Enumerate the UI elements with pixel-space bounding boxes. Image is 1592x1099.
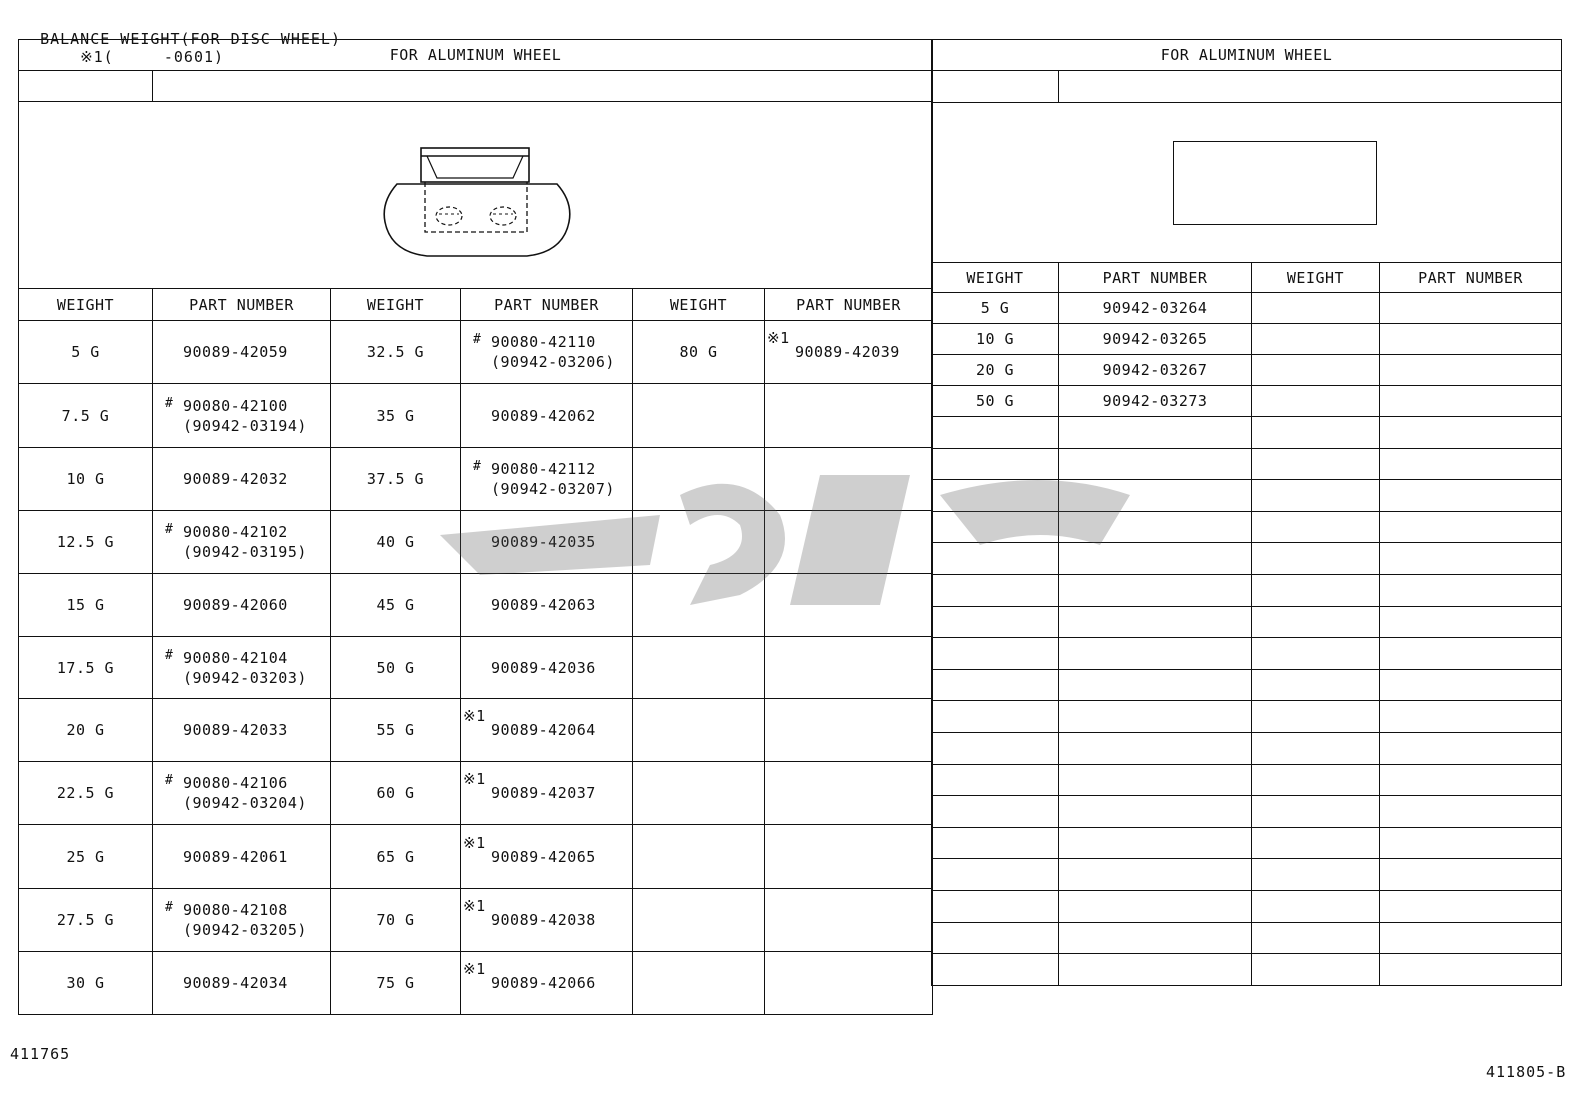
part-number-cell: [153, 637, 331, 699]
part-number: 90089-42063: [491, 596, 596, 614]
table-row: [19, 637, 933, 699]
empty-cell: [1252, 606, 1380, 638]
part-number-cell: [153, 384, 331, 448]
weight-cell: 80 G: [633, 321, 765, 384]
note-mark: ※1: [463, 897, 486, 915]
part-number-cell: [1059, 859, 1252, 891]
weight-cell: 75 G: [331, 952, 461, 1015]
table-row: [932, 606, 1562, 638]
part-number-cell: [1059, 796, 1252, 828]
weight-cell: [932, 732, 1059, 764]
table-row: [932, 386, 1562, 417]
empty-cell: [1252, 574, 1380, 606]
table-row: [19, 699, 933, 762]
right-illustration-cell: [932, 103, 1562, 263]
weight-cell: 5 G: [19, 321, 153, 384]
part-number-cell: [1059, 732, 1252, 764]
empty-cell: [1380, 859, 1562, 891]
part-number-cell: [461, 321, 633, 384]
part-number-cell: [1059, 543, 1252, 575]
empty-cell: [1380, 355, 1562, 386]
part-number: 90089-42039: [795, 343, 900, 361]
part-number: 90089-42035: [491, 533, 596, 551]
weight-cell: 20 G: [19, 699, 153, 762]
hash-mark: #: [165, 395, 174, 411]
table-row: [932, 417, 1562, 449]
table-row: [932, 355, 1562, 386]
part-number-cell: [1059, 574, 1252, 606]
weight-cell: [932, 796, 1059, 828]
part-number-cell: [461, 762, 633, 825]
part-number-cell: [765, 384, 933, 448]
note-mark: ※1: [463, 770, 486, 788]
note-mark: ※1: [767, 329, 790, 347]
part-number: 90089-42061: [183, 847, 288, 866]
part-number: 90080-42110: [491, 333, 596, 351]
table-row: [19, 384, 933, 448]
part-number-cell: [765, 574, 933, 637]
right-section-title: FOR ALUMINUM WHEEL: [932, 40, 1562, 71]
weight-cell: 55 G: [331, 699, 461, 762]
weight-cell: [633, 952, 765, 1015]
left-blank-wide-cell: [153, 71, 933, 102]
empty-cell: [1252, 448, 1380, 480]
alt-part-number: (90942-03203): [183, 668, 307, 687]
part-number-cell: [153, 511, 331, 574]
footer-right-code: 411805-B: [1486, 1063, 1567, 1081]
empty-cell: [1380, 701, 1562, 733]
part-number-cell: [765, 825, 933, 889]
empty-cell: [1380, 511, 1562, 543]
footer-left-code: 411765: [10, 1045, 71, 1063]
col-header-part-2: PART NUMBER: [461, 289, 633, 321]
note-mark: ※1: [463, 833, 486, 852]
left-blank-cell: [19, 71, 153, 102]
empty-cell: [1380, 574, 1562, 606]
table-row: [19, 825, 933, 889]
weight-cell: [633, 637, 765, 699]
part-number: 90089-42034: [183, 974, 288, 992]
part-number: 90089-42066: [491, 974, 596, 992]
table-row: [932, 293, 1562, 324]
part-number-cell: [1059, 511, 1252, 543]
weight-cell: 15 G: [19, 574, 153, 637]
part-number-cell: [765, 637, 933, 699]
part-number-cell: [1059, 417, 1252, 449]
table-row: [932, 859, 1562, 891]
hash-mark: #: [165, 522, 174, 537]
part-number-cell: [1059, 922, 1252, 954]
table-row: [19, 952, 933, 1015]
weight-cell: [932, 606, 1059, 638]
weight-cell: [932, 574, 1059, 606]
part-number: 90089-42059: [183, 343, 288, 361]
weight-cell: [932, 954, 1059, 986]
part-number-cell: [765, 699, 933, 762]
hash-mark: #: [473, 332, 482, 347]
title-note: ※1( -0601): [80, 48, 225, 66]
weight-cell: [932, 827, 1059, 859]
table-row: [932, 511, 1562, 543]
weight-cell: [633, 699, 765, 762]
weight-cell: [633, 889, 765, 952]
empty-cell: [1252, 827, 1380, 859]
empty-illustration-box: [1173, 141, 1377, 225]
empty-cell: [1252, 954, 1380, 986]
empty-cell: [1252, 796, 1380, 828]
note-mark: ※1: [463, 707, 486, 725]
hash-mark: #: [165, 647, 174, 663]
part-number-cell: [461, 574, 633, 637]
hash-mark: #: [165, 773, 174, 788]
part-number: 90080-42102: [183, 523, 288, 541]
col-header-weight-1: WEIGHT: [19, 289, 153, 321]
weight-cell: 65 G: [331, 825, 461, 889]
weight-cell: 60 G: [331, 762, 461, 825]
empty-cell: [1380, 638, 1562, 670]
weight-cell: 37.5 G: [331, 448, 461, 511]
alt-part-number: (90942-03206): [491, 353, 615, 371]
weight-cell: [633, 825, 765, 889]
weight-cell: 10 G: [19, 448, 153, 511]
part-number-cell: [765, 321, 933, 384]
empty-cell: [1252, 638, 1380, 670]
table-row: [932, 954, 1562, 986]
part-number-cell: [461, 511, 633, 574]
left-section-title: FOR ALUMINUM WHEEL: [19, 40, 933, 71]
empty-cell: [1252, 732, 1380, 764]
weight-cell: [932, 890, 1059, 922]
table-row: [932, 480, 1562, 512]
table-row: [932, 574, 1562, 606]
table-row: [19, 448, 933, 511]
part-number-cell: [1059, 764, 1252, 796]
part-number: 90080-42112: [491, 460, 596, 478]
part-number-cell: [1059, 448, 1252, 480]
table-row: [932, 543, 1562, 575]
alt-part-number: (90942-03194): [183, 416, 307, 435]
table-row: [932, 922, 1562, 954]
right-col-header-part-2: PART NUMBER: [1380, 263, 1562, 293]
table-row: [932, 764, 1562, 796]
part-number-cell: [765, 889, 933, 952]
note-mark: ※1: [463, 960, 486, 978]
empty-cell: [1380, 293, 1562, 324]
part-number-cell: [765, 448, 933, 511]
empty-cell: [1252, 543, 1380, 575]
right-col-header-weight-2: WEIGHT: [1252, 263, 1380, 293]
part-number-cell: [461, 448, 633, 511]
part-number-cell: [153, 889, 331, 952]
col-header-part-3: PART NUMBER: [765, 289, 933, 321]
part-number-cell: [1059, 827, 1252, 859]
table-row: [19, 511, 933, 574]
weight-cell: 7.5 G: [19, 384, 153, 448]
part-number-cell: 90942-03265: [1059, 324, 1252, 355]
empty-cell: [1252, 386, 1380, 417]
table-row: [932, 890, 1562, 922]
empty-cell: [1252, 922, 1380, 954]
weight-cell: 50 G: [932, 386, 1059, 417]
part-number: 90080-42106: [183, 774, 288, 792]
weight-cell: 35 G: [331, 384, 461, 448]
right-parts-table: [931, 39, 1562, 986]
part-number-cell: 90942-03267: [1059, 355, 1252, 386]
right-blank-wide-cell: [1059, 71, 1562, 103]
right-col-header-weight-1: WEIGHT: [932, 263, 1059, 293]
empty-cell: [1380, 827, 1562, 859]
part-number: 90080-42104: [183, 648, 288, 667]
weight-cell: 32.5 G: [331, 321, 461, 384]
table-row: [932, 324, 1562, 355]
empty-cell: [1380, 543, 1562, 575]
empty-cell: [1380, 417, 1562, 449]
empty-cell: [1380, 386, 1562, 417]
part-number-cell: [153, 762, 331, 825]
part-number-cell: [1059, 480, 1252, 512]
weight-cell: [932, 764, 1059, 796]
part-number-cell: [461, 889, 633, 952]
part-number-cell: [153, 952, 331, 1015]
table-row: [19, 574, 933, 637]
weight-cell: 50 G: [331, 637, 461, 699]
empty-cell: [1380, 606, 1562, 638]
empty-cell: [1252, 890, 1380, 922]
weight-cell: [932, 511, 1059, 543]
empty-cell: [1380, 480, 1562, 512]
weight-cell: 30 G: [19, 952, 153, 1015]
part-number: 90080-42108: [183, 901, 288, 919]
part-number-cell: [153, 321, 331, 384]
part-number-cell: [765, 952, 933, 1015]
weight-cell: 70 G: [331, 889, 461, 952]
part-number-cell: [461, 825, 633, 889]
title-text: BALANCE WEIGHT(FOR DISC WHEEL): [40, 30, 341, 48]
part-number-cell: [461, 699, 633, 762]
part-number: 90089-42062: [491, 406, 596, 425]
empty-cell: [1380, 890, 1562, 922]
part-number-cell: [1059, 669, 1252, 701]
empty-cell: [1380, 764, 1562, 796]
part-number-cell: [1059, 890, 1252, 922]
weight-cell: [633, 384, 765, 448]
part-number: 90089-42038: [491, 911, 596, 929]
table-row: [932, 701, 1562, 733]
part-number: 90089-42032: [183, 470, 288, 488]
weight-cell: [932, 701, 1059, 733]
weight-cell: [932, 417, 1059, 449]
part-number: 90089-42065: [491, 847, 596, 866]
weight-cell: 22.5 G: [19, 762, 153, 825]
table-row: [932, 796, 1562, 828]
weight-cell: 40 G: [331, 511, 461, 574]
weight-cell: 17.5 G: [19, 637, 153, 699]
left-parts-table: [18, 39, 933, 1015]
table-row: [19, 889, 933, 952]
col-header-part-1: PART NUMBER: [153, 289, 331, 321]
weight-cell: 5 G: [932, 293, 1059, 324]
empty-cell: [1252, 324, 1380, 355]
weight-cell: [932, 543, 1059, 575]
part-number-cell: [1059, 606, 1252, 638]
empty-cell: [1252, 764, 1380, 796]
alt-part-number: (90942-03207): [491, 480, 615, 498]
part-number-cell: [765, 762, 933, 825]
weight-cell: 10 G: [932, 324, 1059, 355]
part-number-cell: 90942-03273: [1059, 386, 1252, 417]
part-number-cell: [1059, 701, 1252, 733]
table-row: [932, 732, 1562, 764]
empty-cell: [1380, 796, 1562, 828]
part-number-cell: [153, 448, 331, 511]
empty-cell: [1380, 448, 1562, 480]
table-row: [19, 762, 933, 825]
empty-cell: [1380, 324, 1562, 355]
empty-cell: [1252, 480, 1380, 512]
left-illustration-cell: [19, 102, 933, 289]
weight-cell: [932, 480, 1059, 512]
hash-mark: #: [165, 900, 174, 915]
empty-cell: [1252, 701, 1380, 733]
empty-cell: [1252, 417, 1380, 449]
empty-cell: [1380, 954, 1562, 986]
part-number-cell: [1059, 638, 1252, 670]
weight-cell: 27.5 G: [19, 889, 153, 952]
weight-cell: [932, 638, 1059, 670]
empty-cell: [1252, 859, 1380, 891]
part-number: 90089-42037: [491, 784, 596, 802]
table-row: [932, 669, 1562, 701]
table-row: [932, 448, 1562, 480]
empty-cell: [1252, 511, 1380, 543]
right-blank-cell: [932, 71, 1059, 103]
weight-cell: 20 G: [932, 355, 1059, 386]
empty-cell: [1252, 293, 1380, 324]
table-row: [19, 321, 933, 384]
empty-cell: [1252, 355, 1380, 386]
empty-cell: [1380, 922, 1562, 954]
part-number-cell: [153, 699, 331, 762]
part-number-cell: [461, 637, 633, 699]
part-number-cell: [153, 825, 331, 889]
weight-cell: [932, 448, 1059, 480]
weight-cell: 25 G: [19, 825, 153, 889]
right-col-header-part-1: PART NUMBER: [1059, 263, 1252, 293]
table-row: [932, 827, 1562, 859]
part-number: 90089-42060: [183, 596, 288, 614]
weight-cell: [932, 859, 1059, 891]
weight-cell: 12.5 G: [19, 511, 153, 574]
col-header-weight-3: WEIGHT: [633, 289, 765, 321]
empty-cell: [1252, 669, 1380, 701]
part-number: 90089-42036: [491, 658, 596, 677]
empty-cell: [1380, 669, 1562, 701]
weight-cell: [633, 448, 765, 511]
alt-part-number: (90942-03195): [183, 543, 307, 561]
part-number-cell: [1059, 954, 1252, 986]
part-number-cell: [461, 952, 633, 1015]
weight-cell: [932, 922, 1059, 954]
weight-cell: [633, 511, 765, 574]
part-number: 90089-42064: [491, 721, 596, 739]
part-number-cell: [765, 511, 933, 574]
part-number-cell: 90942-03264: [1059, 293, 1252, 324]
empty-cell: [1380, 732, 1562, 764]
weight-cell: [633, 574, 765, 637]
part-number: 90089-42033: [183, 721, 288, 739]
part-number-cell: [461, 384, 633, 448]
weight-cell: 45 G: [331, 574, 461, 637]
alt-part-number: (90942-03205): [183, 921, 307, 939]
table-row: [932, 638, 1562, 670]
part-number: 90080-42100: [183, 396, 288, 415]
weight-cell: [932, 669, 1059, 701]
weight-cell: [633, 762, 765, 825]
alt-part-number: (90942-03204): [183, 794, 307, 812]
hash-mark: #: [473, 459, 482, 474]
col-header-weight-2: WEIGHT: [331, 289, 461, 321]
balance-weight-illustration: [377, 142, 577, 262]
part-number-cell: [153, 574, 331, 637]
